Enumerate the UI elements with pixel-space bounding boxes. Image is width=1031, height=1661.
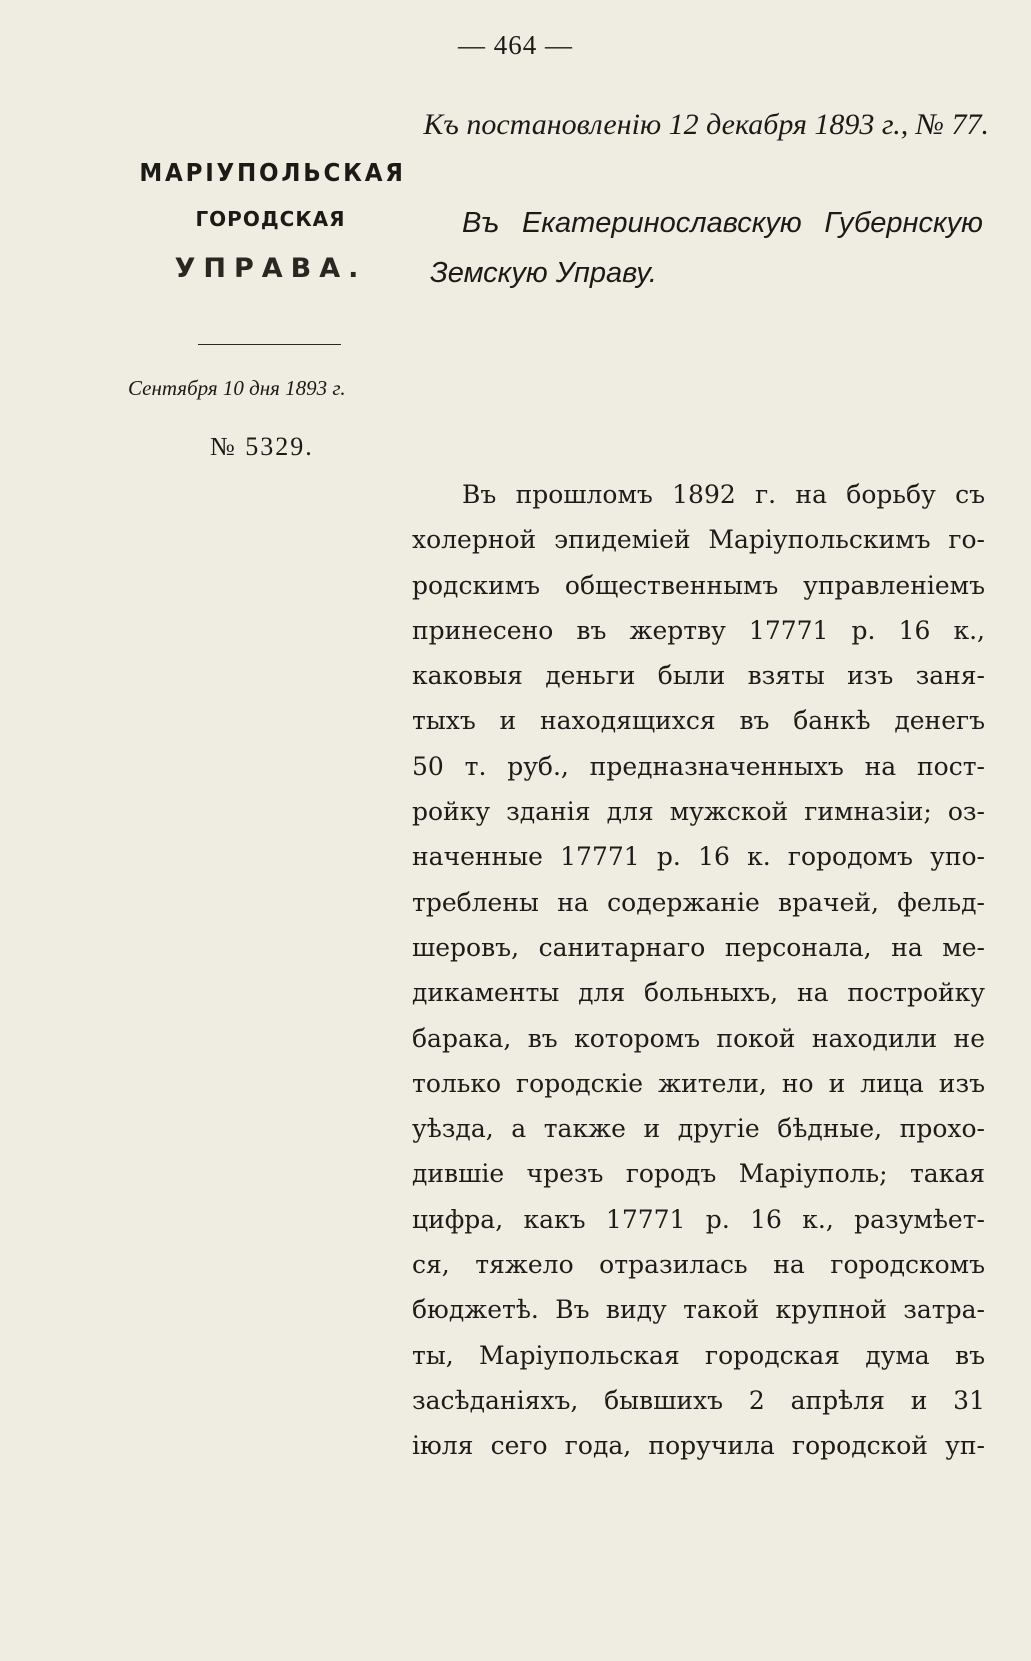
recipient-line: Земскую Управу. <box>430 257 657 289</box>
sender-city: МАРІУПОЛЬСКАЯ <box>139 158 406 187</box>
body-line: тыхъ и находящихся въ банкѣ денегъ <box>412 706 985 736</box>
body-line: уѣзда, а также и другіе бѣдные, прохо- <box>412 1114 985 1144</box>
body-line: шеровъ, санитарнаго персонала, на ме- <box>412 932 985 962</box>
body-line: засѣданіяхъ, бывшихъ 2 апрѣля и 31 <box>412 1385 985 1415</box>
outgoing-number: № 5329. <box>210 432 314 461</box>
sender-type: ГОРОДСКАЯ <box>195 207 346 231</box>
body-line: іюля сего года, поручила городской уп- <box>412 1431 985 1461</box>
body-line: дившіе чрезъ городъ Маріуполь; такая <box>412 1159 985 1189</box>
body-line: ся, тяжело отразилась на городскомъ <box>412 1250 985 1280</box>
decree-reference: Къ постановленію 12 декабря 1893 г., № 77. <box>423 108 989 141</box>
body-line: родскимъ общественнымъ управленіемъ <box>412 570 985 600</box>
body-line: холерной эпидеміей Маріупольскимъ го- <box>412 525 985 555</box>
body-line: барака, въ которомъ покой находили не <box>412 1023 985 1053</box>
body-line: цифра, какъ 17771 р. 16 к., разумѣет- <box>412 1204 985 1234</box>
page-number: — 464 — <box>458 30 573 60</box>
body-line: 50 т. руб., предназначенныхъ на пост- <box>412 751 985 781</box>
body-line: бюджетѣ. Въ виду такой крупной затра- <box>412 1295 985 1325</box>
sender-divider <box>198 344 341 345</box>
sender-office: УПРАВА. <box>174 253 367 284</box>
body-line: только городскіе жители, но и лица изъ <box>412 1068 985 1098</box>
sender-header <box>128 158 413 284</box>
body-line: Въ прошломъ 1892 г. на борьбу съ <box>462 480 985 509</box>
sender-date: Сентября 10 дня 1893 г. <box>128 376 346 400</box>
recipient-line: Въ Екатеринославскую Губернскую <box>462 207 983 239</box>
body-line: ройку зданія для мужской гимназіи; оз- <box>412 797 985 827</box>
letter-body <box>412 472 985 1469</box>
body-line: треблены на содержаніе врачей, фельд- <box>412 887 985 917</box>
body-line: каковыя деньги были взяты изъ заня- <box>412 661 985 691</box>
body-line: наченные 17771 р. 16 к. городомъ упо- <box>412 842 985 872</box>
recipient-address <box>430 198 983 298</box>
body-line: ты, Маріупольская городская дума въ <box>412 1340 985 1370</box>
body-line: принесено въ жертву 17771 р. 16 к., <box>412 615 985 645</box>
body-line: дикаменты для больныхъ, на постройку <box>412 978 985 1008</box>
